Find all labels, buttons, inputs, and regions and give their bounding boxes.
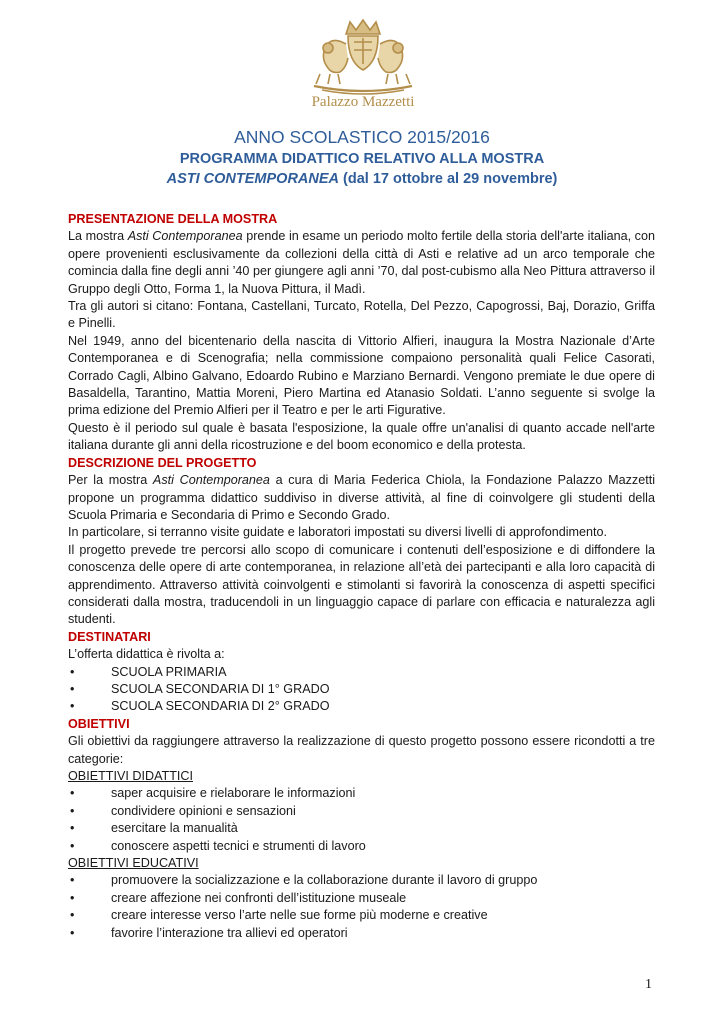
list-item: • condividere opinioni e sensazioni [68, 803, 655, 820]
paragraph: Nel 1949, anno del bicentenario della nascita di Vittorio Alfieri, inaugura la Mostra Nazionale d’Arte Contemporanea e di Scenografia; nella commissione compaiono personalità quali Felice Casorati, Corrado Cagli, Albino Galvano, Edoardo Rubino e Marziano Bernardi. Vengono premiate le due opere di Basaldella, Tarantino, Mattia Moreni, Piero Martina ed Atanasio Soldati. L’anno seguente si svolge la prima edizione del Premio Alfieri per il Teatro e per le arti Figurative. [68, 333, 655, 418]
exhibition-name: ASTI CONTEMPORANEA [166, 171, 340, 187]
section-heading-destinatari: DESTINATARI [68, 629, 151, 644]
logo-text: Palazzo Mazzetti [311, 94, 415, 110]
section-heading-descrizione: DESCRIZIONE DEL PROGETTO [68, 455, 257, 470]
subheading-didattici: OBIETTIVI DIDATTICI [68, 769, 194, 783]
didattici-list [68, 785, 655, 855]
list-item: • conoscere aspetti tecnici e strumenti di lavoro [68, 838, 655, 855]
italic-title: Asti Contemporanea [152, 473, 270, 488]
list-item: • favorire l’interazione tra allievi ed operatori [68, 925, 655, 942]
text-run: prende in esame un periodo molto fertile della storia dell'arte italiana, con opere provenienti esclusivamente da collezioni della città di Asti e relative ad un arco temporale che comincia dalla fine degli anni ’40 per giungere agli anni ’70, dal post-cubismo alla Neo Pittura attraverso il Gruppo degli Otto, Forma 1, la Nuova Pittura, il Madì. [68, 229, 655, 296]
school-year-title: ANNO SCOLASTICO 2015/2016 [234, 127, 490, 147]
document-body [68, 211, 655, 942]
list-item: • creare affezione nei confronti dell’istituzione museale [68, 890, 655, 907]
crest-icon [302, 18, 424, 98]
exhibition-dates: (dal 17 ottobre al 29 novembre) [339, 171, 558, 187]
list-item: • SCUOLA SECONDARIA DI 2° GRADO [68, 698, 655, 715]
document-header [0, 126, 724, 190]
list-item: • promuovere la socializzazione e la collaborazione durante il lavoro di gruppo [68, 872, 655, 889]
subheading-educativi: OBIETTIVI EDUCATIVI [68, 856, 199, 871]
paragraph [68, 228, 655, 298]
list-item: • saper acquisire e rielaborare le informazioni [68, 785, 655, 802]
educativi-list [68, 872, 655, 942]
destinatari-list [68, 664, 655, 716]
list-item: • esercitare la manualità [68, 820, 655, 837]
section-heading-presentazione: PRESENTAZIONE DELLA MOSTRA [68, 212, 278, 226]
paragraph: Tra gli autori si citano: Fontana, Castellani, Turcato, Rotella, Del Pezzo, Capogrossi, Baj, Dorazio, Griffa e Pinelli. [68, 299, 655, 331]
italic-title: Asti Contemporanea [127, 229, 243, 244]
paragraph: L’offerta didattica è rivolta a: [68, 647, 225, 662]
program-title: PROGRAMMA DIDATTICO RELATIVO ALLA MOSTRA [179, 151, 545, 167]
paragraph [68, 472, 655, 524]
text-run: a cura di Maria Federica Chiola, la Fondazione Palazzo Mazzetti propone un programma didattico suddiviso in diverse attività, al fine di coinvolgere gli studenti della Scuola Primaria e Secondaria di Primo e Secondo Grado. [68, 473, 656, 522]
paragraph: In particolare, si terranno visite guidate e laboratori impostati su diversi livelli di approfondimento. [68, 525, 608, 540]
text-run: Per la mostra [68, 473, 153, 488]
list-item: • creare interesse verso l’arte nelle sue forme più moderne e creative [68, 907, 655, 924]
text-run: La mostra [68, 229, 128, 244]
list-item: • SCUOLA SECONDARIA DI 1° GRADO [68, 681, 655, 698]
paragraph: Questo è il periodo sul quale è basata l'esposizione, la quale offre un'analisi di quanto accade nell'arte italiana durante gli anni della ricostruzione e del boom economico e della protesta. [68, 420, 655, 453]
exhibition-title [0, 169, 724, 190]
paragraph: Gli obiettivi da raggiungere attraverso la realizzazione di questo progetto possono essere ricondotti a tre categorie: [68, 734, 655, 766]
section-heading-obiettivi: OBIETTIVI [68, 716, 130, 731]
list-item: • SCUOLA PRIMARIA [68, 664, 655, 681]
page-number: 1 [645, 977, 652, 992]
paragraph: Il progetto prevede tre percorsi allo scopo di comunicare i contenuti dell’esposizione e di diffondere la conoscenza delle opere di arte contemporanea, in relazione all’età dei partecipanti e alla loro capacità di apprendimento. Attraverso attività coinvolgenti e stimolanti si favorirà la conoscenza di aspetti specifici considerati dalla mostra, traducendoli in un linguaggio capace di parlare con efficacia e naturalezza agli studenti. [68, 542, 655, 627]
